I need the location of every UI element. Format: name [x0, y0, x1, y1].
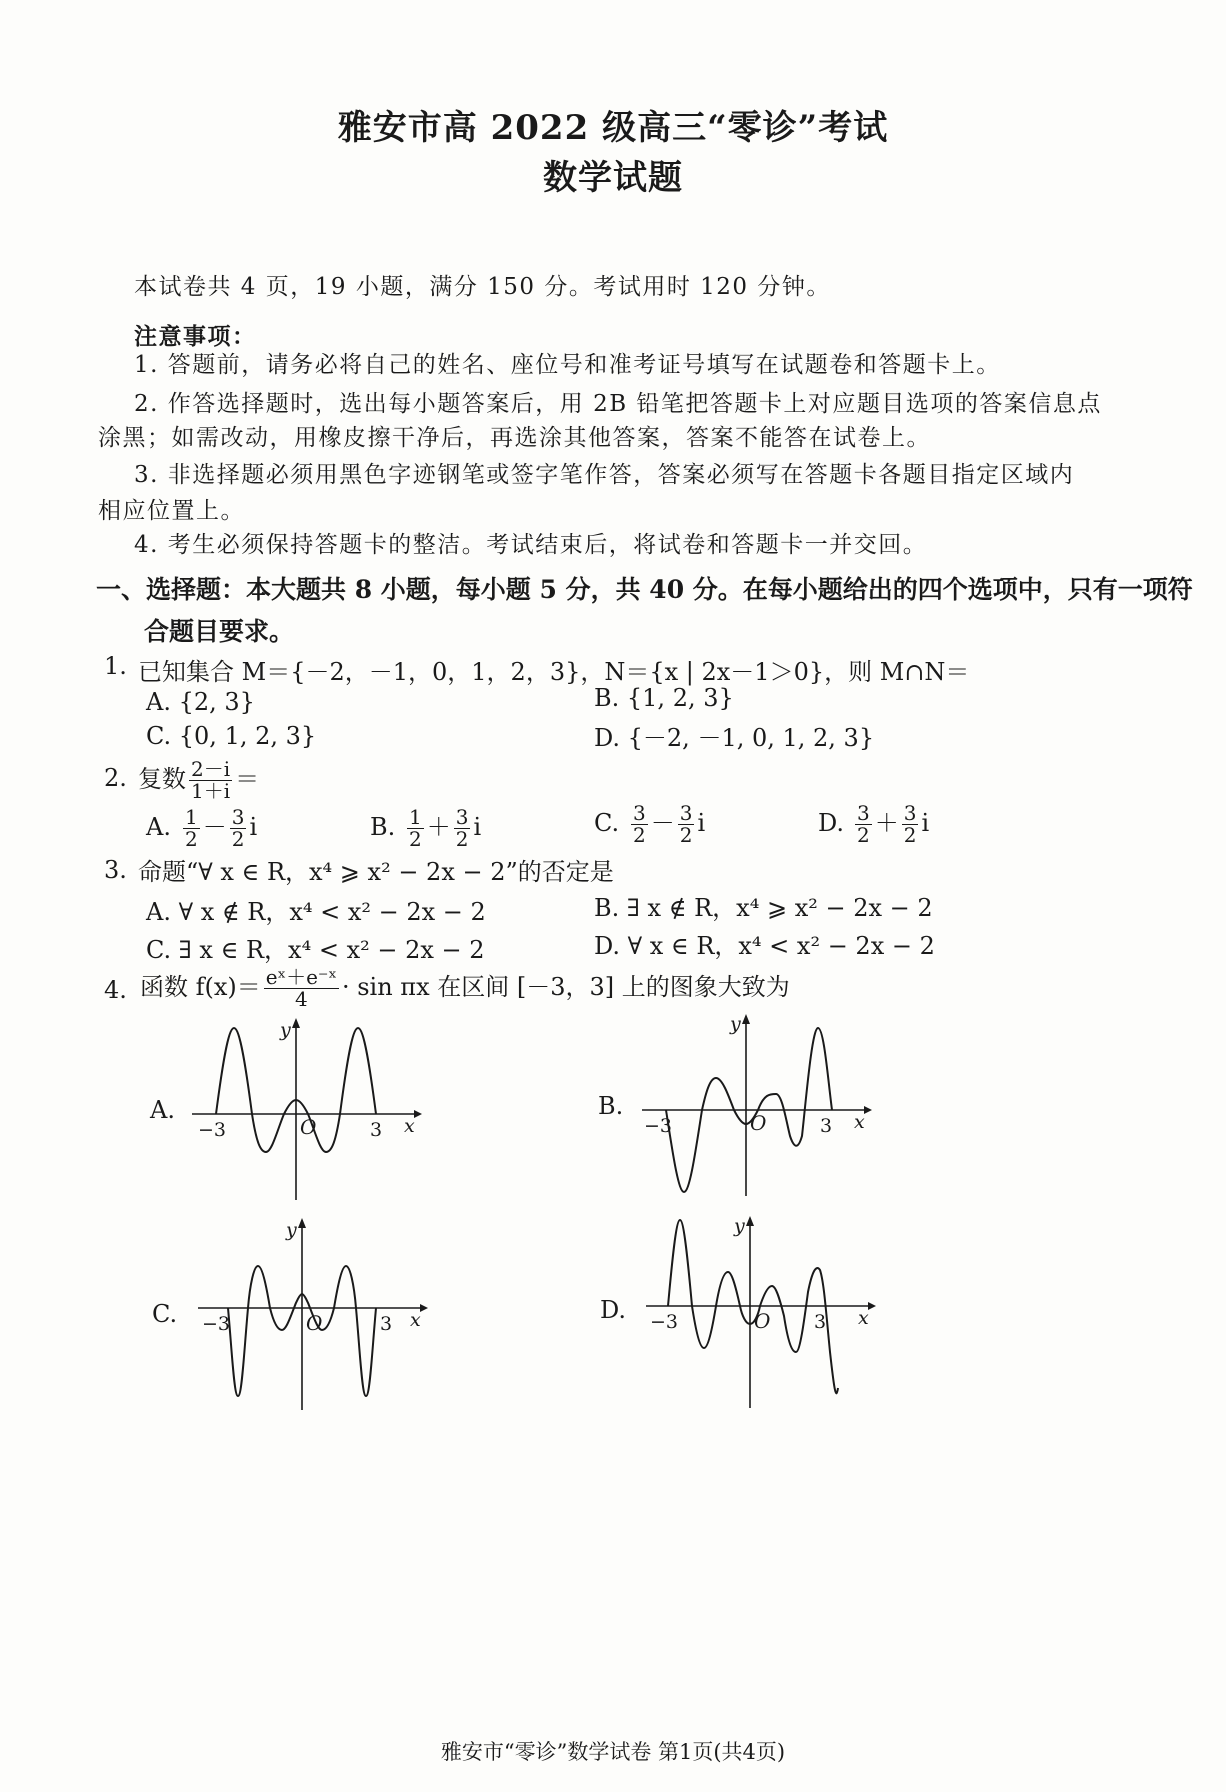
q2-stem-suffix: ＝	[235, 765, 260, 793]
q2-b-frac2-den: 2	[455, 827, 469, 851]
q2-choice-a	[146, 800, 257, 854]
graph-b-tick-neg3: −3	[644, 1115, 673, 1137]
note-4: 4. 考生必须保持答题卡的整洁。考试结束后，将试卷和答题卡一并交回。	[134, 532, 928, 558]
q2-fraction	[189, 759, 232, 802]
q2-b-op: ＋	[426, 813, 451, 841]
q4-graph-d	[640, 1212, 880, 1412]
q4-stem-prefix: 函数 f(x)＝	[140, 973, 261, 1001]
graph-b-y-arrow	[742, 1014, 750, 1024]
graph-a-y-label: y	[280, 1019, 291, 1041]
q1-number: 1.	[104, 652, 127, 680]
section-1-heading: 一、选择题：本大题共 8 小题，每小题 5 分，共 40 分。在每小题给出的四个选项中，只有一项符	[96, 575, 1193, 604]
q2-b-frac1	[407, 807, 424, 850]
q2-choice-d	[818, 796, 929, 850]
graph-c-y-label: y	[286, 1219, 297, 1241]
q2-a-frac1-den: 2	[185, 827, 198, 851]
graph-d-origin: O	[754, 1309, 771, 1333]
q2-choice-c	[594, 796, 705, 850]
q2-number: 2.	[104, 764, 127, 792]
q3-stem: 命题“∀ x ∈ R，x⁴ ⩾ x² − 2x − 2”的否定是	[138, 858, 614, 886]
q3-number: 3.	[104, 856, 127, 884]
q2-a-frac1	[183, 807, 200, 850]
q2-b-frac1-den: 2	[409, 827, 422, 851]
q2-d-frac1	[855, 803, 872, 846]
note-2: 2. 作答选择题时，选出每小题答案后，用 2B 铅笔把答题卡上对应题目选项的答案信息点	[134, 391, 1102, 417]
q4-number: 4.	[104, 976, 127, 1004]
q1-choice-a: A. {2, 3}	[146, 688, 255, 716]
q4-label-c: C.	[152, 1300, 178, 1328]
graph-d-y-label: y	[734, 1215, 745, 1237]
q2-c-frac2	[678, 803, 695, 846]
q2-fraction-numerator: 2－i	[191, 757, 231, 781]
q1-stem: 已知集合 M＝{－2，－1，0，1，2，3}，N＝{x | 2x－1＞0}，则 M∩N＝	[138, 658, 970, 686]
graph-a-tick-3: 3	[370, 1119, 383, 1141]
q3-choice-c: C. ∃ x ∈ R，x⁴ < x² − 2x − 2	[146, 936, 485, 964]
q2-a-frac2-num: 3	[231, 805, 245, 829]
page-footer: 雅安市“零诊”数学试卷 第1页(共4页)	[440, 1740, 786, 1764]
graph-b-svg	[636, 1010, 876, 1205]
q2-c-op: －	[650, 809, 675, 837]
graph-a-y-arrow	[292, 1018, 300, 1028]
q4-graph-a	[186, 1010, 426, 1205]
note-2-cont: 涂黑；如需改动，用橡皮擦干净后，再选涂其他答案，答案不能答在试卷上。	[98, 425, 931, 451]
exam-title: 雅安市高 2022 级高三“零诊”考试	[337, 108, 889, 148]
q1-choice-c: C. {0, 1, 2, 3}	[146, 722, 317, 750]
graph-b-y-label: y	[730, 1013, 741, 1035]
q2-c-frac1-den: 2	[633, 823, 646, 847]
q4-fraction-denominator: 4	[295, 987, 308, 1011]
q4-stem	[140, 958, 790, 1016]
q2-a-frac1-num: 1	[185, 805, 198, 829]
q2-a-frac2-den: 2	[231, 827, 245, 851]
q2-b-label: B.	[370, 813, 396, 841]
q2-c-frac2-den: 2	[679, 823, 693, 847]
notes-heading: 注意事项：	[134, 323, 257, 350]
q2-a-frac2	[230, 807, 247, 850]
q2-c-i: i	[697, 809, 706, 837]
q2-c-frac2-num: 3	[679, 801, 693, 825]
q2-b-frac2-num: 3	[455, 805, 469, 829]
graph-c-x-label: x	[410, 1309, 421, 1331]
q2-d-frac1-num: 3	[857, 801, 870, 825]
q2-choice-b	[370, 800, 481, 854]
q4-label-d: D.	[600, 1296, 627, 1324]
q2-a-op: －	[202, 813, 227, 841]
graph-a-x-label: x	[404, 1115, 415, 1137]
q2-b-i: i	[473, 813, 482, 841]
graph-d-y-arrow	[746, 1216, 754, 1226]
q2-c-frac1	[631, 803, 648, 846]
q3-choice-b: B. ∃ x ∉ R，x⁴ ⩾ x² − 2x − 2	[594, 894, 933, 922]
graph-d-x-label: x	[858, 1307, 869, 1329]
note-3: 3. 非选择题必须用黑色字迹钢笔或签字笔作答，答案必须写在答题卡各题目指定区域内	[134, 462, 1075, 488]
q2-d-frac2-num: 3	[903, 801, 917, 825]
graph-c-origin: O	[306, 1311, 323, 1335]
exam-intro: 本试卷共 4 页，19 小题，满分 150 分。考试用时 120 分钟。	[134, 274, 831, 300]
q4-graph-c	[192, 1212, 432, 1412]
note-3-cont: 相应位置上。	[98, 498, 245, 524]
q4-graph-b	[636, 1010, 876, 1205]
q2-d-frac2	[902, 803, 919, 846]
q2-c-label: C.	[594, 809, 620, 837]
q2-a-label: A.	[146, 813, 171, 841]
q3-choice-d: D. ∀ x ∈ R，x⁴ < x² − 2x − 2	[594, 932, 935, 960]
q2-d-frac2-den: 2	[903, 823, 917, 847]
q1-choice-b: B. {1, 2, 3}	[594, 684, 734, 712]
graph-a-origin: O	[300, 1115, 317, 1139]
graph-c-x-arrow	[420, 1304, 428, 1312]
q4-fraction-numerator: eˣ＋e⁻ˣ	[265, 965, 337, 989]
section-1-heading-cont: 合题目要求。	[144, 617, 295, 646]
graph-a-svg	[186, 1010, 426, 1205]
q2-d-frac1-den: 2	[857, 823, 870, 847]
q2-d-op: ＋	[874, 809, 899, 837]
graph-c-y-arrow	[298, 1218, 306, 1228]
q4-label-a: A.	[150, 1096, 175, 1124]
graph-b-x-arrow	[864, 1106, 872, 1114]
graph-d-x-arrow	[868, 1302, 876, 1310]
graph-c-svg	[192, 1212, 432, 1412]
q2-d-i: i	[921, 809, 930, 837]
graph-d-tick-neg3: −3	[650, 1311, 679, 1333]
q4-label-b: B.	[598, 1092, 624, 1120]
graph-a-x-arrow	[414, 1110, 422, 1118]
q3-choice-a: A. ∀ x ∉ R，x⁴ < x² − 2x − 2	[146, 898, 486, 926]
graph-d-tick-3: 3	[814, 1311, 827, 1333]
graph-c-tick-3: 3	[380, 1313, 393, 1335]
graph-c-tick-neg3: −3	[202, 1313, 231, 1335]
q2-a-i: i	[249, 813, 258, 841]
q2-d-label: D.	[818, 809, 845, 837]
graph-d-svg	[640, 1212, 880, 1412]
q2-b-frac1-num: 1	[409, 805, 422, 829]
graph-b-tick-3: 3	[820, 1115, 833, 1137]
graph-b-origin: O	[750, 1111, 767, 1135]
q2-fraction-denominator: 1＋i	[191, 779, 231, 803]
graph-a-tick-neg3: −3	[198, 1119, 227, 1141]
q2-stem-prefix: 复数	[138, 765, 186, 793]
q4-stem-suffix: · sin πx 在区间 [－3，3] 上的图象大致为	[341, 973, 790, 1001]
graph-b-x-label: x	[854, 1111, 865, 1133]
q4-fraction	[264, 967, 339, 1010]
note-1: 1. 答题前，请务必将自己的姓名、座位号和准考证号填写在试题卷和答题卡上。	[134, 352, 1001, 378]
q2-b-frac2	[454, 807, 471, 850]
q2-c-frac1-num: 3	[633, 801, 646, 825]
exam-subtitle: 数学试题	[543, 158, 683, 198]
q1-choice-d: D. {－2, －1, 0, 1, 2, 3}	[594, 724, 875, 752]
q2-stem	[138, 752, 259, 806]
